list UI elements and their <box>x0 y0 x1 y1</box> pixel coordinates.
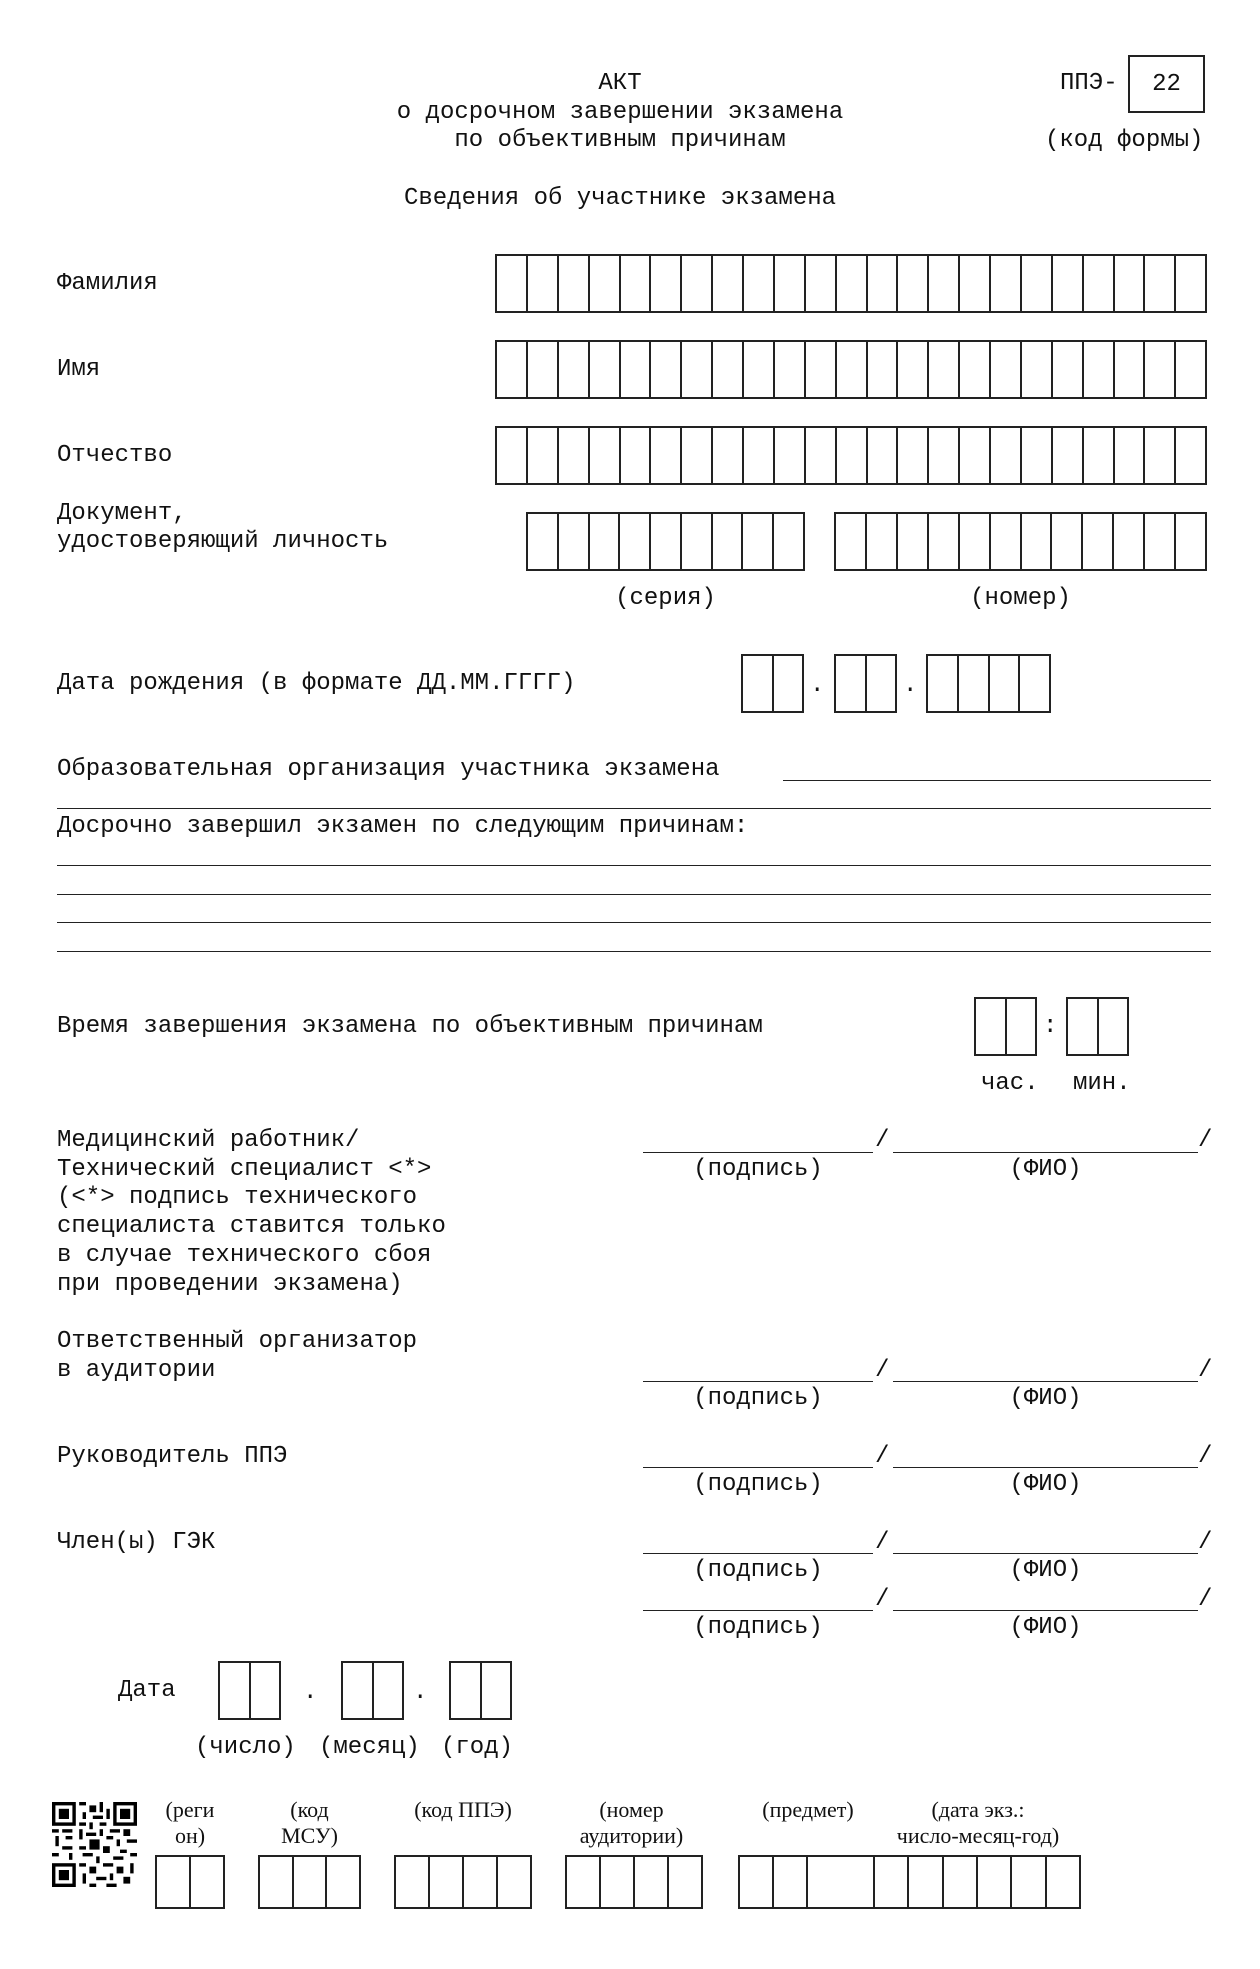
patronymic-label: Отчество <box>57 442 173 469</box>
medical-slash-2: / <box>1198 1127 1213 1154</box>
org-input-line-2[interactable] <box>57 808 1211 809</box>
gek-signature-line-2[interactable] <box>643 1610 873 1611</box>
ppe-code-cells[interactable] <box>394 1855 532 1909</box>
reasons-label: Досрочно завершил экзамен по следующим причинам: <box>57 813 749 840</box>
form-code-number: 22 <box>1152 70 1181 98</box>
medical-label-1: Медицинский работник/ <box>57 1127 360 1154</box>
head-slash-1: / <box>875 1443 890 1470</box>
surname-cells[interactable] <box>495 254 1207 313</box>
organizer-fio-line[interactable] <box>893 1381 1198 1382</box>
subject-code-cells[interactable] <box>738 1855 808 1909</box>
reasons-line-1[interactable] <box>57 865 1211 866</box>
birth-month-cells[interactable] <box>834 654 897 713</box>
reasons-line-3[interactable] <box>57 922 1211 923</box>
date-dot-1: . <box>303 1679 318 1706</box>
head-signature-line[interactable] <box>643 1467 873 1468</box>
reasons-line-2[interactable] <box>57 894 1211 895</box>
head-fio-line[interactable] <box>893 1467 1198 1468</box>
act-subtitle-2: по объективным причинам <box>454 127 786 154</box>
reasons-line-4[interactable] <box>57 951 1211 952</box>
minutes-caption: мин. <box>1073 1070 1131 1097</box>
head-fio-caption: (ФИО) <box>1009 1471 1082 1498</box>
time-colon: : <box>1043 1013 1058 1040</box>
birth-year-cells[interactable] <box>926 654 1051 713</box>
gek-slash-2b: / <box>1198 1586 1213 1613</box>
organizer-slash-1: / <box>875 1357 890 1384</box>
exam-date-caption-2: число-месяц-год) <box>896 1823 1060 1848</box>
region-code-cells[interactable] <box>155 1855 225 1909</box>
birth-dot-2: . <box>903 672 918 699</box>
patronymic-cells[interactable] <box>495 426 1207 485</box>
time-hours-cells[interactable] <box>974 997 1037 1056</box>
act-title: АКТ <box>598 70 642 97</box>
document-series-cells[interactable] <box>526 512 805 571</box>
organizer-signature-line[interactable] <box>643 1381 873 1382</box>
medical-label-4: специалиста ставится только <box>57 1213 446 1240</box>
subject-caption: (предмет) <box>762 1797 854 1822</box>
org-label: Образовательная организация участника экзамена <box>57 756 720 783</box>
region-caption-1: (реги <box>165 1797 215 1822</box>
qr-code-icon <box>52 1802 137 1887</box>
date-month-cells[interactable] <box>341 1661 404 1720</box>
medical-label-5: в случае технического сбоя <box>57 1242 432 1269</box>
room-caption-1: (номер <box>599 1797 664 1822</box>
gek-fio-caption-1: (ФИО) <box>1009 1557 1082 1584</box>
exam-date-caption-1: (дата экз.: <box>931 1797 1025 1822</box>
medical-label-6: при проведении экзамена) <box>57 1271 403 1298</box>
gek-signature-line-1[interactable] <box>643 1553 873 1554</box>
month-caption: (месяц) <box>319 1734 420 1761</box>
region-caption-2: он) <box>174 1823 206 1848</box>
date-label: Дата <box>118 1677 176 1704</box>
document-label-2: удостоверяющий личность <box>57 528 389 555</box>
medical-label-3: (<*> подпись технического <box>57 1184 418 1211</box>
birth-day-cells[interactable] <box>741 654 804 713</box>
date-dot-2: . <box>413 1679 428 1706</box>
number-caption: (номер) <box>970 585 1071 612</box>
time-label: Время завершения экзамена по объективным причинам <box>57 1013 763 1040</box>
msu-caption-1: (код <box>290 1797 329 1822</box>
medical-fio-caption: (ФИО) <box>1009 1156 1082 1183</box>
birthdate-label: Дата рождения (в формате ДД.ММ.ГГГГ) <box>57 670 576 697</box>
organizer-label-1: Ответственный организатор <box>57 1328 418 1355</box>
day-caption: (число) <box>195 1734 296 1761</box>
name-label: Имя <box>57 356 101 383</box>
gek-sign-caption-1: (подпись) <box>693 1557 823 1584</box>
org-input-line[interactable] <box>783 780 1211 781</box>
medical-label-2: Технический специалист <*> <box>57 1156 432 1183</box>
organizer-slash-2: / <box>1198 1357 1213 1384</box>
name-cells[interactable] <box>495 340 1207 399</box>
birth-dot-1: . <box>810 672 825 699</box>
ppe-code-caption: (код ППЭ) <box>414 1797 512 1822</box>
form-code-prefix: ППЭ- <box>1060 70 1118 97</box>
room-caption-2: аудитории) <box>579 1823 684 1848</box>
medical-signature-line[interactable] <box>643 1152 873 1153</box>
gek-label: Член(ы) ГЭК <box>57 1529 216 1556</box>
exam-date-cells[interactable] <box>806 1855 1081 1909</box>
head-label: Руководитель ППЭ <box>57 1443 288 1470</box>
gek-sign-caption-2: (подпись) <box>693 1614 823 1641</box>
gek-fio-line-2[interactable] <box>893 1610 1198 1611</box>
organizer-fio-caption: (ФИО) <box>1009 1385 1082 1412</box>
head-sign-caption: (подпись) <box>693 1471 823 1498</box>
room-number-cells[interactable] <box>565 1855 703 1909</box>
gek-fio-caption-2: (ФИО) <box>1009 1614 1082 1641</box>
msu-code-cells[interactable] <box>258 1855 361 1909</box>
msu-caption-2: МСУ) <box>281 1823 338 1848</box>
organizer-label-2: в аудитории <box>57 1357 216 1384</box>
series-caption: (серия) <box>615 585 716 612</box>
hours-caption: час. <box>981 1070 1039 1097</box>
document-label-1: Документ, <box>57 500 187 527</box>
organizer-sign-caption: (подпись) <box>693 1385 823 1412</box>
year-caption: (год) <box>441 1734 514 1761</box>
medical-fio-line[interactable] <box>893 1152 1198 1153</box>
gek-slash-1b: / <box>1198 1529 1213 1556</box>
time-minutes-cells[interactable] <box>1066 997 1129 1056</box>
document-number-cells[interactable] <box>834 512 1207 571</box>
surname-label: Фамилия <box>57 270 158 297</box>
act-subtitle-1: о досрочном завершении экзамена <box>396 99 844 126</box>
section-title: Сведения об участнике экзамена <box>403 185 837 212</box>
date-year-cells[interactable] <box>449 1661 512 1720</box>
gek-fio-line-1[interactable] <box>893 1553 1198 1554</box>
form-code-caption: (код формы) <box>1045 127 1204 154</box>
gek-slash-2a: / <box>875 1586 890 1613</box>
form-code-box <box>1128 55 1205 113</box>
medical-slash-1: / <box>875 1127 890 1154</box>
gek-slash-1a: / <box>875 1529 890 1556</box>
head-slash-2: / <box>1198 1443 1213 1470</box>
date-day-cells[interactable] <box>218 1661 281 1720</box>
medical-sign-caption: (подпись) <box>693 1156 823 1183</box>
